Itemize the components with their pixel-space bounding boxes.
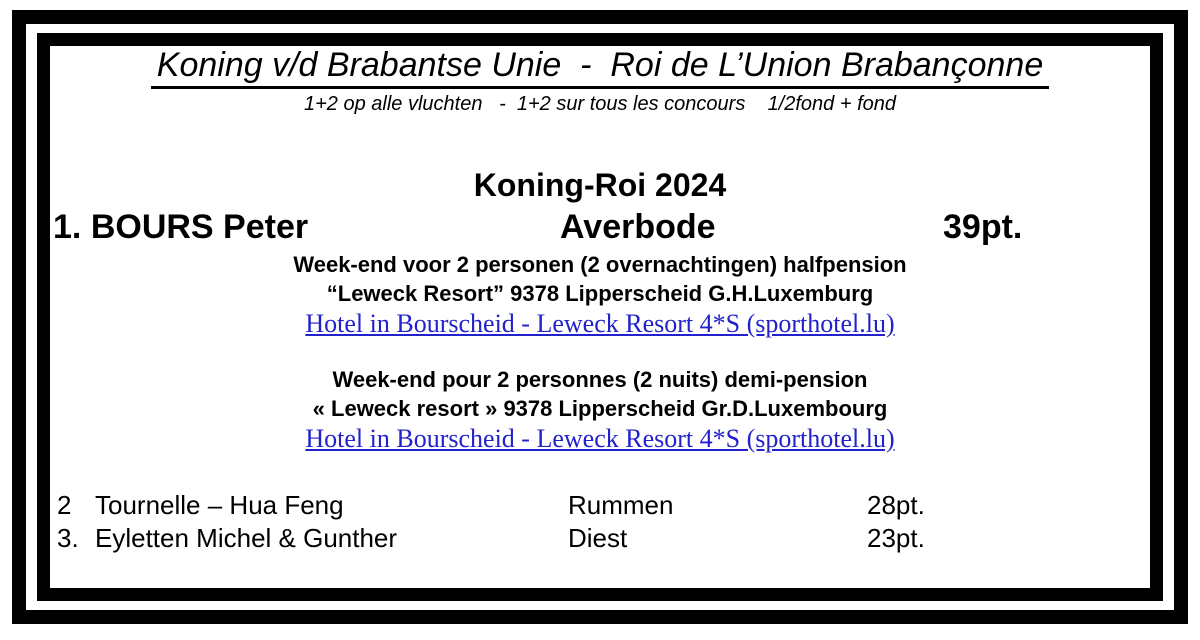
- prize-description-nl: [0, 250, 1200, 339]
- championship-heading: Koning-Roi 2024: [473, 167, 727, 203]
- runner-up-locality: Diest: [568, 523, 628, 553]
- prize-nl-line2: “Leweck Resort” 9378 Lipperscheid G.H.Luxemburg: [326, 281, 874, 306]
- winner-rank: 1.: [53, 208, 82, 246]
- runner-up-row: [0, 522, 1200, 554]
- winner-locality: Averbode: [560, 208, 716, 246]
- prize-fr-line1: Week-end pour 2 personnes (2 nuits) demi-pension: [332, 367, 868, 392]
- winner-rank-name: [53, 207, 308, 247]
- runner-up-rank: 3.: [57, 523, 79, 553]
- winner-points: 39pt.: [943, 208, 1023, 246]
- prize-description-fr: [0, 365, 1200, 454]
- runner-up-name: Eyletten Michel & Gunther: [95, 523, 398, 553]
- header: [0, 46, 1200, 89]
- runner-up-rank: 2: [57, 490, 72, 520]
- prize-nl-line1: Week-end voor 2 personen (2 overnachtingen) halfpension: [293, 252, 907, 277]
- page-title: Koning v/d Brabantse Unie - Roi de L’Union Brabançonne: [151, 46, 1049, 89]
- hotel-link-nl[interactable]: Hotel in Bourscheid - Leweck Resort 4*S (sporthotel.lu): [305, 309, 895, 338]
- page-subtitle: 1+2 op alle vluchten - 1+2 sur tous les concours 1/2fond + fond: [303, 93, 897, 115]
- runner-up-locality: Rummen: [568, 490, 674, 520]
- runner-up-points: 28pt.: [867, 490, 925, 520]
- runner-up-points: 23pt.: [867, 523, 925, 553]
- winner-name: BOURS Peter: [90, 208, 309, 246]
- runner-up-row: [0, 489, 1200, 521]
- winner-row: [0, 207, 1200, 249]
- prize-fr-line2: « Leweck resort » 9378 Lipperscheid Gr.D.Luxembourg: [312, 396, 888, 421]
- runner-up-name: Tournelle – Hua Feng: [95, 490, 344, 520]
- hotel-link-fr[interactable]: Hotel in Bourscheid - Leweck Resort 4*S (sporthotel.lu): [305, 424, 895, 453]
